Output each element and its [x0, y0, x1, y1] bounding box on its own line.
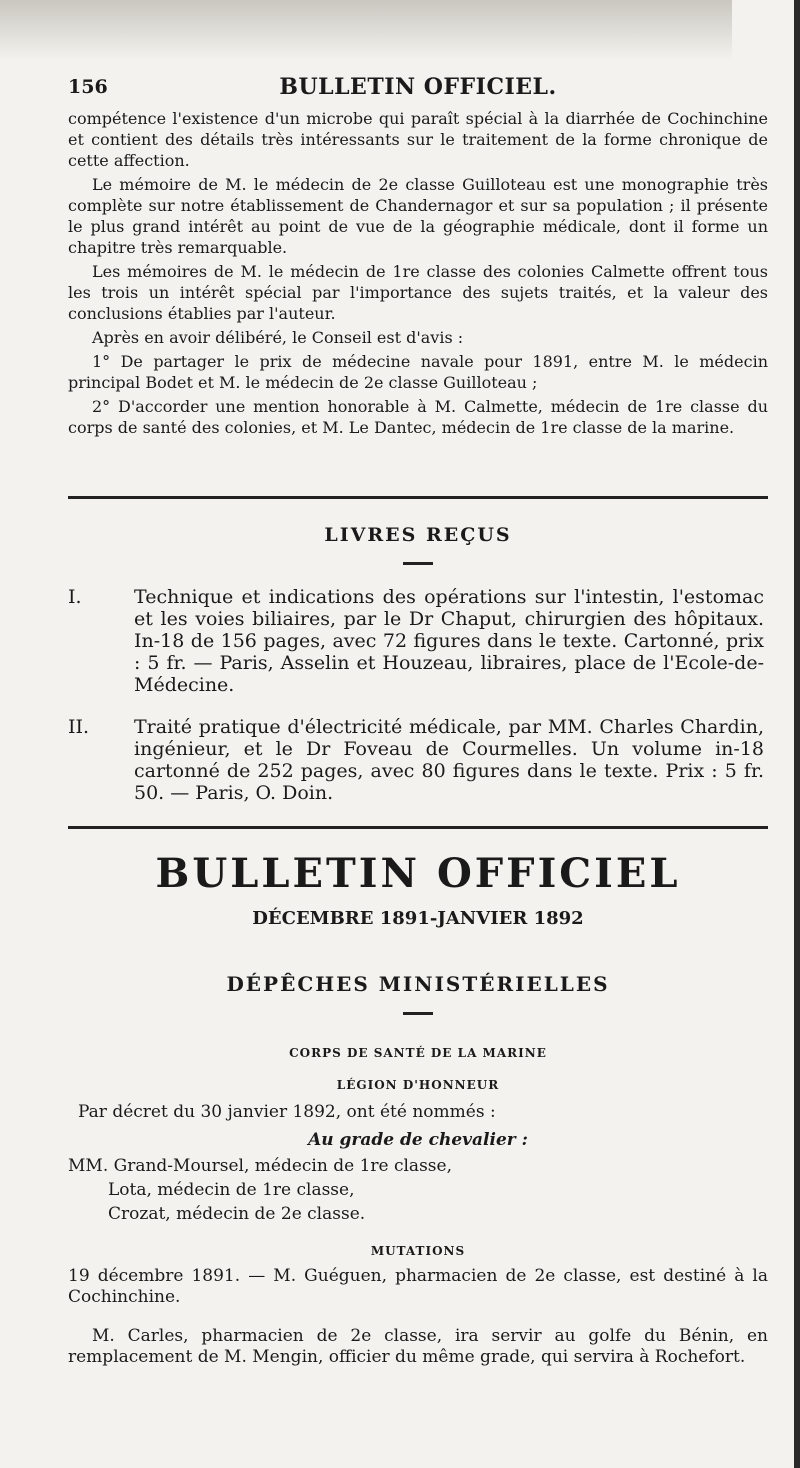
section-divider — [68, 826, 768, 829]
intro-paragraph: compétence l'existence d'un microbe qui paraît spécial à la diarrhée de Cochinchine et contient des détails très intéressants sur le traitement de la forme chronique de cette affection. — [68, 109, 768, 170]
mutation-entry: 19 décembre 1891. — M. Guéguen, pharmacien de 2e classe, est destiné à la Cochinchine. — [68, 1266, 768, 1307]
section-divider — [68, 496, 768, 499]
livres-title: LIVRES REÇUS — [324, 524, 512, 546]
scan-edge — [794, 0, 800, 1468]
intro-paragraph: Le mémoire de M. le médecin de 2e classe Guilloteau est une monographie très complète sur notre établissement de Chandernagor et sur sa population ; il présente le plus grand intérêt au point de vue de la géographie médicale, dont il forme un chapitre très remarquable. — [68, 175, 768, 257]
book-item — [68, 716, 768, 816]
mutations-title: MUTATIONS — [370, 1244, 466, 1258]
intro-text — [68, 108, 768, 441]
bulletin-title: BULLETIN OFFICIEL — [155, 850, 681, 897]
depeches-title: DÉPÊCHES MINISTÉRIELLES — [226, 972, 610, 996]
intro-paragraph: 2° D'accorder une mention honorable à M. Calmette, médecin de 1re classe du corps de santé des colonies, et M. Le Dantec, médecin de 1re classe de la marine. — [68, 397, 768, 437]
book-item — [68, 586, 768, 706]
book-description: Traité pratique d'électricité médicale, par MM. Charles Chardin, ingénieur, et le Dr Foveau de Courmelles. Un volume in-18 cartonné de 252 pages, avec 80 figures dans le texte. Prix : 5 fr. 50. — Paris, O. Doin. — [134, 716, 764, 804]
intro-paragraph: 1° De partager le prix de médecine navale pour 1891, entre M. le médecin principal Bodet et M. le médecin de 2e classe Guilloteau ; — [68, 352, 768, 392]
book-number: II. — [68, 716, 90, 738]
nominee-line: Lota, médecin de 1re classe, — [108, 1180, 355, 1200]
nominee-line: Crozat, médecin de 2e classe. — [108, 1204, 366, 1224]
intro-paragraph: Les mémoires de M. le médecin de 1re classe des colonies Calmette offrent tous les trois un intérêt spécial par l'importance des sujets traités, et la valeur des conclusions établies par l'auteur. — [68, 262, 768, 323]
running-head: BULLETIN OFFICIEL. — [279, 74, 557, 100]
legion-title: LÉGION D'HONNEUR — [336, 1078, 500, 1092]
grade-line: Au grade de chevalier : — [308, 1130, 528, 1150]
bulletin-date: DÉCEMBRE 1891-JANVIER 1892 — [252, 908, 584, 929]
nominee-line: MM. Grand-Moursel, médecin de 1re classe, — [68, 1156, 452, 1176]
document-page — [68, 0, 768, 1468]
decret-line: Par décret du 30 janvier 1892, ont été nommés : — [78, 1102, 496, 1122]
book-description: Technique et indications des opérations sur l'intestin, l'estomac et les voies biliaires, par le Dr Chaput, chirurgien des hôpitaux. In-18 de 156 pages, avec 72 figures dans le texte. Cartonné, prix : 5 fr. — Paris, Asselin et Houzeau, libraires, place de l'Ecole-de-Médecine. — [134, 586, 764, 696]
intro-paragraph: Après en avoir délibéré, le Conseil est d'avis : — [92, 328, 464, 347]
page-header — [68, 74, 768, 104]
title-underline — [403, 1012, 433, 1015]
title-underline — [403, 562, 433, 565]
corps-title: CORPS DE SANTÉ DE LA MARINE — [289, 1046, 547, 1060]
page-number: 156 — [68, 76, 108, 98]
mutation-entry: M. Carles, pharmacien de 2e classe, ira servir au golfe du Bénin, en remplacement de M. Mengin, officier du même grade, qui servira à Rochefort. — [68, 1326, 768, 1367]
book-number: I. — [68, 586, 82, 608]
